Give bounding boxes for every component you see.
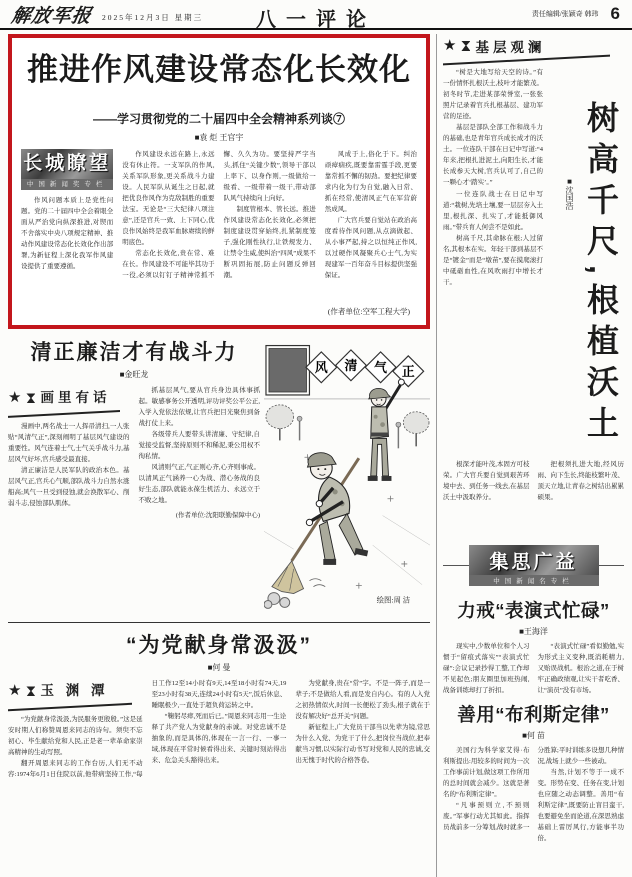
right-mid-byline: ■王海洋 <box>519 627 548 636</box>
publication-date: 2025年12月3日 星期三 <box>102 13 204 22</box>
body-paragraph: 现实中,少数单位和个人习惯于“留痕式落实”“表演式忙碌”:会议记录抄得工整,工作却不见起色;朋友圈里加班热闹,战备训练却打了折扣。 <box>443 643 530 695</box>
flag-icon <box>26 686 35 696</box>
body-paragraph: 风清则气正,气正则心齐,心齐则事成。以清风正气涵养一心为战、潜心务战的良好生态,部队就能永葆生机活力、永远立于不败之地。 <box>138 464 260 505</box>
page-header <box>0 0 632 30</box>
column-badge-jiceng <box>443 36 624 61</box>
middle-headline: 清正廉洁才有战斗力 <box>30 341 238 364</box>
body-paragraph: 当然,计划不等于一成不变。形势在变、任务在变,计划也应随之动态调整。善用“布利斯定律”,既要防止盲目蛮干,也要避免坐而论道,在深思熟虑基础上雷厉风行,方能事半功倍。 <box>537 769 624 843</box>
body-paragraph: 作风建设永远在路上,永远没有休止符。一支军队的作风,关系军队形象,更关系战斗力建设。人民军队从诞生之日起,就把优良作风作为克敌制胜的重要法宝。无论是“三大纪律八项注意”,还是官兵一致、上下同心,优良作风始终是我军血脉赓续的鲜明底色。 <box>122 150 215 247</box>
lead-subtitle: ——学习贯彻党的二十届四中全会精神系列谈⑦ <box>92 111 345 126</box>
banner-char: 清 <box>344 359 358 374</box>
column-badge-yuyuantan <box>8 680 143 708</box>
header-right <box>532 4 620 24</box>
body-paragraph: 广大官兵要自觉站在政治高度看待作风问题,从点滴做起、从小事严起,持之以恒纯正作风,以过硬作风凝聚兵心士气,为实现建军一百年奋斗目标提供坚强保证。 <box>324 217 417 280</box>
star-icon: ★ <box>8 682 22 699</box>
blackboard <box>269 349 307 392</box>
middle-byline: ■金旺龙 <box>119 370 149 379</box>
newspaper-masthead: 解放军报 <box>9 5 94 27</box>
flag-icon <box>461 41 470 51</box>
badge-title: 玉 渊 潭 <box>40 683 109 698</box>
lead-article <box>8 34 430 329</box>
right-top-body <box>443 67 543 455</box>
badge-subtitle: 中国新闻名专栏 <box>469 575 599 586</box>
body-paragraph: 一位连队战士在日记中写道:“栽树,先培土壤,要一层层夯入土里,根扎深、扎实了,才能抵御风雨。”带兵育人何尝不是如此。 <box>443 190 543 231</box>
column-badge-hualiyouhua <box>8 387 130 415</box>
body-paragraph: “鞠躬尽瘁,死而后已。”周恩来同志用一生诠释了共产党人为党献身的赤诚。对党忠诚不是抽象的,而是具体的,体现在一言一行、一事一域,体现在平常时候看得出来、关键时刻站得出来、危急关头豁得出来。 <box>151 713 287 765</box>
column-divider <box>436 34 437 877</box>
body-paragraph: 为党献身,贵在“常”字。不是一阵子,而是一辈子;不是做给人看,而是发自内心。有的人入党之初热情似火,时间一长便松了劲头,根子就在于没有解决好“总开关”问题。 <box>295 680 430 721</box>
banner-diamonds <box>306 350 424 387</box>
body-paragraph: 根深才能叶茂,本固方可枝荣。广大官兵要自觉到艰苦环境中去、到任务一线去,在基层沃土中汲取养分。 <box>443 461 530 502</box>
badge-underline <box>443 55 610 66</box>
jisi-banner-wrap <box>443 545 624 591</box>
middle-body <box>8 385 260 615</box>
flag-icon <box>26 393 35 403</box>
cartoon-credit: 绘图:周 洁 <box>376 595 411 605</box>
vertical-headline-wrap <box>543 67 624 455</box>
middle-article <box>8 336 260 619</box>
badge-underline <box>8 703 132 711</box>
column-badge-jisiguangyi <box>469 545 599 586</box>
body-paragraph: 各级带兵人要带头讲清廉、守纪律,自觉接受监督,坚持原则不和稀泥,秉公用权不徇私情。 <box>138 431 260 461</box>
column-badge-changcheng <box>21 149 113 190</box>
bottom-left-article <box>8 629 430 873</box>
right-bottom-headline: 善用“布利斯定律” <box>457 704 610 725</box>
body-paragraph: “树是大地写给天空的诗。”有一份情怀扎根沃土,枝叶才能繁茂。初冬时节,走进某部荣誉室,一张张照片记录着官兵扎根基层、建功军营的足迹。 <box>443 69 543 121</box>
badge-title: 基层观澜 <box>475 40 546 55</box>
tree-right <box>403 412 429 447</box>
right-mid-body <box>443 641 624 697</box>
author-unit-note: (作者单位:空军工程大学) <box>327 307 410 316</box>
banner-char: 正 <box>401 365 415 380</box>
body-paragraph: 风成于上,俗化于下。纠治顽瘴痼疾,既要靠雷霆手段,更要靠常抓不懈的韧劲。要把纪律要求内化为行为自觉,融入日常、抓在经常,使清风正气在军营蔚然成风。 <box>324 150 417 213</box>
body-paragraph: “为党献身常汲汲,为民服务更殷殷。”这是延安时期人们称赞周恩来同志的诗句。须臾不忘初心、毕生献给党和人民,正是老一辈革命家崇高精神的生动写照。 <box>8 715 143 757</box>
soldier-sweeping <box>272 453 368 594</box>
body-paragraph: “表演式忙碌”看似勤勉,实为形式主义变种,既消耗精力,又贻误战机。根治之道,在于树牢正确政绩观,让实干者吃香、让“演员”没有市场。 <box>537 643 624 695</box>
lead-byline: ■袁 炬 王官宇 <box>194 132 244 142</box>
right-column <box>443 34 624 877</box>
body-paragraph: 新征程上,广大党员干部当以先辈为镜,常思为什么入党、为党干了什么,把岗位当战位,把奉献当习惯,以实际行动书写对党和人民的忠诚,交出无愧于时代的合格答卷。 <box>295 724 430 765</box>
lead-headline: 推进作风建设常态化长效化 <box>27 52 411 87</box>
page-number: 6 <box>610 4 620 23</box>
body-paragraph: 漫画中,两名战士一人挥帚清扫,一人张贴“风清气正”,深刻阐明了基层风气建设的重要性。风气连着士气,士气关乎战斗力,基层风气好坏,官兵感受最直接。 <box>8 422 130 464</box>
cartoon-illustration <box>264 336 430 614</box>
editors-credit: 责任编辑/张颖奇 韩玮 <box>531 10 599 18</box>
body-paragraph: 树高千尺,其命脉在根;人过留名,其根本在实。年轻干部到基层不是“镀金”而是“墩苗”,要在摸爬滚打中砥砺血性,在风吹雨打中增长才干。 <box>443 234 543 286</box>
right-top-byline: ■沈国浩 <box>565 177 574 210</box>
bottom-left-byline: ■何 曼 <box>207 663 231 672</box>
body-paragraph: 美国行为科学家艾得·布利斯提出:用较多的时间为一次工作事前计划,做这项工作所用的总时间就会减少。这就是著名的“布利斯定律”。 <box>443 747 530 799</box>
right-top-body-continued <box>443 459 624 537</box>
editorial-cartoon <box>260 336 430 619</box>
body-paragraph: 清正廉洁是人民军队的政治本色。基层风气正,官兵心气顺,部队战斗力自然水涨船高;风气一旦受到侵蚀,就会涣散军心、削弱斗志,侵蚀部队肌体。 <box>8 467 130 508</box>
star-icon: ★ <box>8 389 22 406</box>
badge-title: 长城瞭望 <box>21 149 113 179</box>
author-unit-note: (作者单位:沈阳联勤保障中心) <box>175 511 260 519</box>
bottom-left-body <box>8 678 430 870</box>
section-divider <box>8 622 430 623</box>
banner-char: 风 <box>314 361 328 376</box>
badge-subtitle: 中国新闻奖专栏 <box>21 179 113 190</box>
middle-section <box>8 336 430 619</box>
banner-char: 气 <box>374 361 388 376</box>
bottom-left-headline: “为党献身常汲汲” <box>126 634 312 657</box>
right-bottom-byline: ■何 苗 <box>522 731 545 740</box>
body-paragraph: 把根须扎进大地,经风历雨、向下生长,终能枝繁叶茂、顶天立地,让青春之树结出累累硕果。 <box>537 461 624 502</box>
tree-left <box>266 405 294 441</box>
right-top-article <box>443 67 624 455</box>
badge-title: 集思广益 <box>469 545 599 575</box>
body-paragraph: 作风问题本质上是党性问题。党的二十届四中全会着眼全面从严治党向纵深推进,对锲而不舍落实中央八项规定精神、推动作风建设常态化长效化作出部署,为新征程上深化我军作风建设提供了重要遵循。 <box>21 196 114 271</box>
body-paragraph: 基层是部队全部工作和战斗力的基础,也是青年官兵成长成才的沃土。一位连队干部在日记中写道:“4年来,把根扎进泥土,向阳生长,才能长成参天大树,官兵认可了,自己的一颗心才‘踏实’。” <box>443 124 543 187</box>
right-bottom-body <box>443 745 624 873</box>
right-top-headline: 树高千尺,根植沃土 <box>583 101 619 447</box>
right-mid-headline: 力戒“表演式忙碌” <box>457 600 610 621</box>
section-title: 八一评论 <box>256 9 376 31</box>
star-icon: ★ <box>443 37 457 54</box>
body-paragraph: 翻开周恩来同志的工作台历,人们无不动容:1974年6月1日住院以前,他带病坚持工作,“每日工作12至14小时有9天,14至18小时有74天,19至23小时有38天,连续24小时有5天”,饭后休息、睡眠极少,一直处于超负荷运转之中。 <box>8 680 287 779</box>
body-paragraph: 抓基层风气,要从官兵身边具体事抓起。敏感事务公开透明,评功评奖公平公正,入学入党依法依规,让官兵把目光聚焦到备战打仗上来。 <box>138 387 260 428</box>
body-paragraph: 常态化长效化,贵在常、难在长。作风建设不可能毕其功于一役,必须以钉钉子精神常抓不懈、久久为功。要坚持严字当头,抓住“关键少数”,领导干部以上率下、以身作则,一级做给一级看、一级带着一级干,带动部队风气持续向上向好。 <box>122 150 316 280</box>
body-paragraph: 制度管根本、管长远。推进作风建设常态化长效化,必须把制度建设贯穿始终,扎紧制度笼子,强化刚性执行,让铁规发力、让禁令生威,使纠治“四风”成果不断巩固拓展,防止问题反弹回潮。 <box>223 206 316 280</box>
badge-title: 画里有话 <box>40 390 111 405</box>
body-paragraph: “凡事预则立,不预则废。”军事行动尤其如此。指挥员战前多一分筹划,战时就多一分胜算;平时训练多设想几种情况,战场上就少一些被动。 <box>443 747 624 832</box>
badge-underline <box>8 410 120 418</box>
